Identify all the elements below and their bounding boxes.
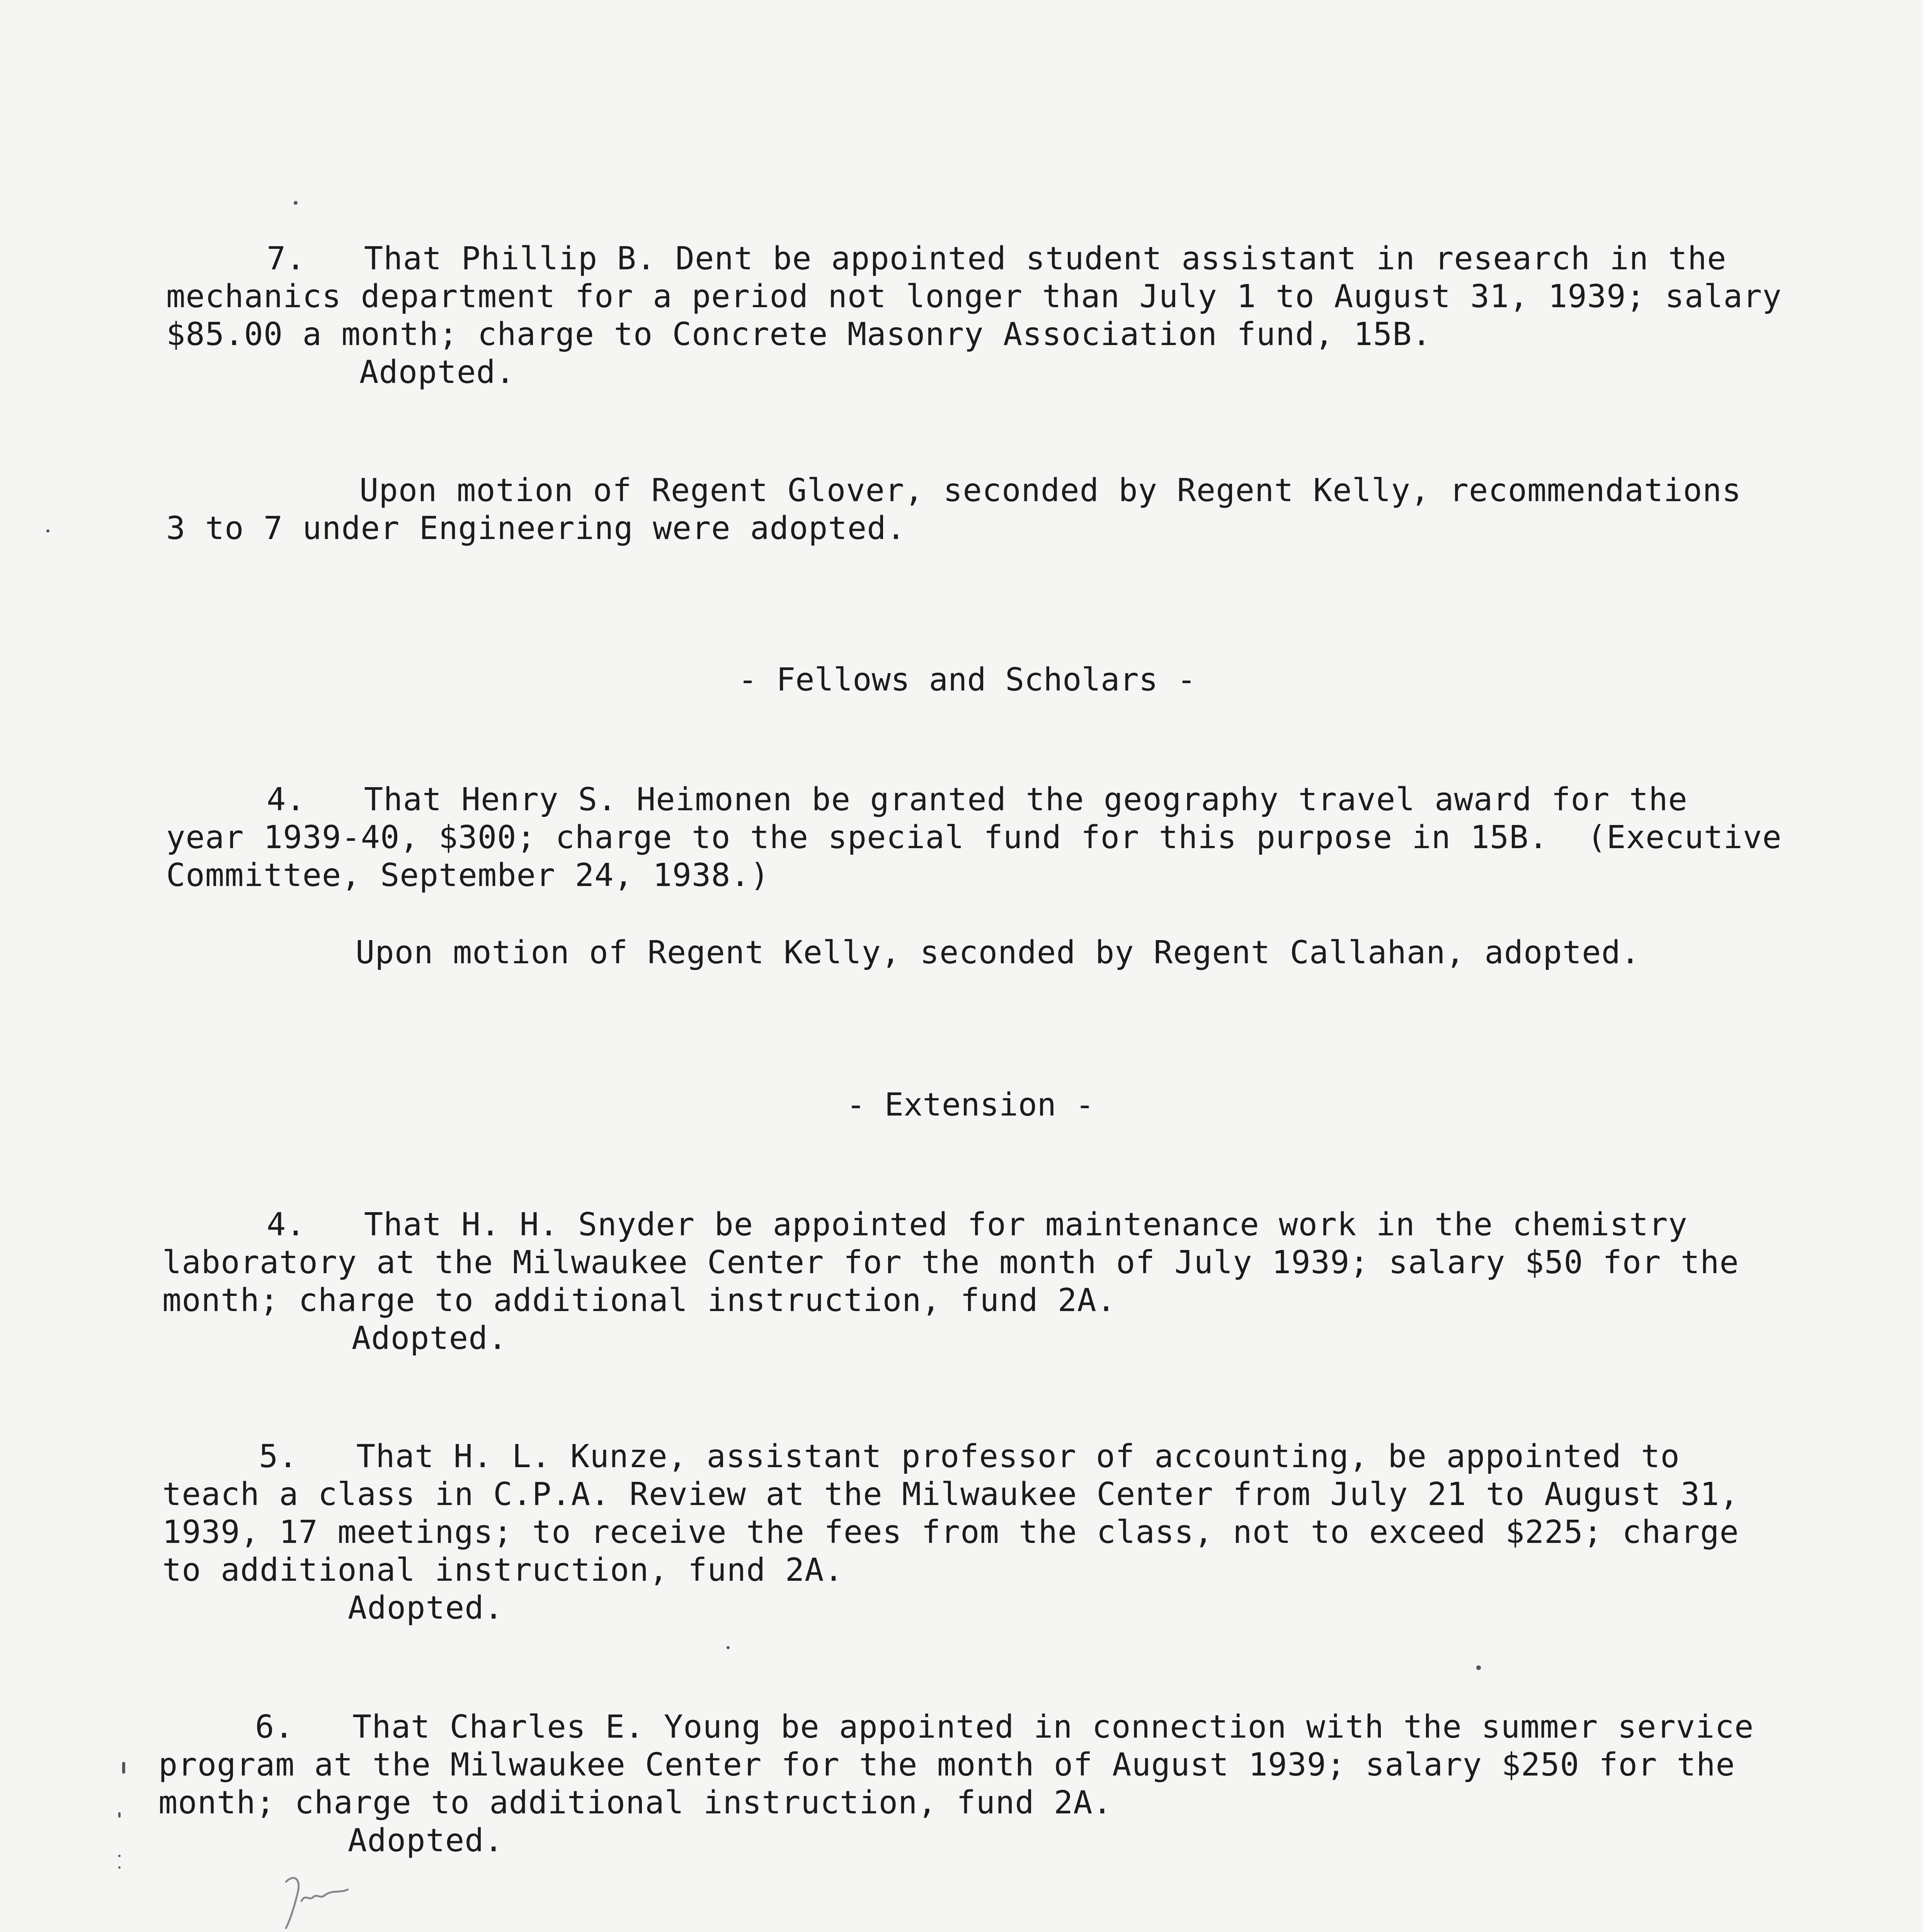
scan-speck [122,1762,125,1774]
scan-speck [1476,1665,1481,1670]
ext-item6-status: Adopted. [348,1822,504,1859]
scan-speck [727,1646,730,1649]
ext-item5-line4: to additional instruction, fund 2A. [162,1552,844,1588]
ext-item4-number: 4. [267,1206,306,1243]
scan-speck [118,1866,121,1869]
ext-item4-status: Adopted. [352,1320,507,1357]
ext-item6-line2: program at the Milwaukee Center for the month of August 1939; salary $250 for the [158,1747,1735,1783]
motion-engineering-line2: 3 to 7 under Engineering were adopted. [166,510,906,547]
ext-item4-line2: laboratory at the Milwaukee Center for the month of July 1939; salary $50 for the [162,1244,1739,1281]
handwritten-mark-icon [278,1866,363,1932]
fellows-item4-line1: 4. That Henry S. Heimonen be granted the geography travel award for the [267,781,1688,818]
ext-item6-number: 6. [255,1709,294,1745]
section-heading-extension: - Extension - [846,1087,1094,1123]
item7-status: Adopted. [359,354,515,391]
ext-item5-line3: 1939, 17 meetings; to receive the fees from the class, not to exceed $225; charge [162,1514,1739,1551]
ext-item4-line3: month; charge to additional instruction, fund 2A. [162,1282,1116,1319]
fellows-item4-line3: Committee, September 24, 1938.) [166,857,770,894]
ext-item4-line1: 4. That H. H. Snyder be appointed for maintenance work in the chemistry [267,1206,1688,1243]
scan-speck [46,529,49,532]
ext-item5-status: Adopted. [348,1590,504,1626]
item7-number: 7. [267,240,306,277]
motion-fellows-line1: Upon motion of Regent Kelly, seconded by Regent Callahan, adopted. [356,934,1641,971]
scan-speck [118,1812,121,1818]
scan-speck [118,1855,121,1857]
motion-engineering-line1: Upon motion of Regent Glover, seconded by Regent Kelly, recommendations [359,472,1742,509]
fellows-item4-number: 4. [267,781,306,818]
ext-item5-line1: 5. That H. L. Kunze, assistant professor of accounting, be appointed to [259,1438,1680,1475]
ext-item5-number: 5. [259,1438,298,1475]
ext-item6-line3: month; charge to additional instruction, fund 2A. [158,1784,1113,1821]
fellows-item4-line2: year 1939-40, $300; charge to the special fund for this purpose in 15B. (Executive [166,819,1782,856]
section-heading-fellows: - Fellows and Scholars - [738,662,1196,698]
item7-line1: 7. That Phillip B. Dent be appointed student assistant in research in the [267,240,1727,277]
item7-line2: mechanics department for a period not longer than July 1 to August 31, 1939; salary [166,278,1782,315]
ext-item6-line1: 6. That Charles E. Young be appointed in connection with the summer service [255,1709,1754,1745]
ext-item5-line2: teach a class in C.P.A. Review at the Milwaukee Center from July 21 to August 31, [162,1476,1739,1513]
item7-line3: $85.00 a month; charge to Concrete Masonry Association fund, 15B. [166,316,1431,353]
scan-speck [294,201,298,205]
